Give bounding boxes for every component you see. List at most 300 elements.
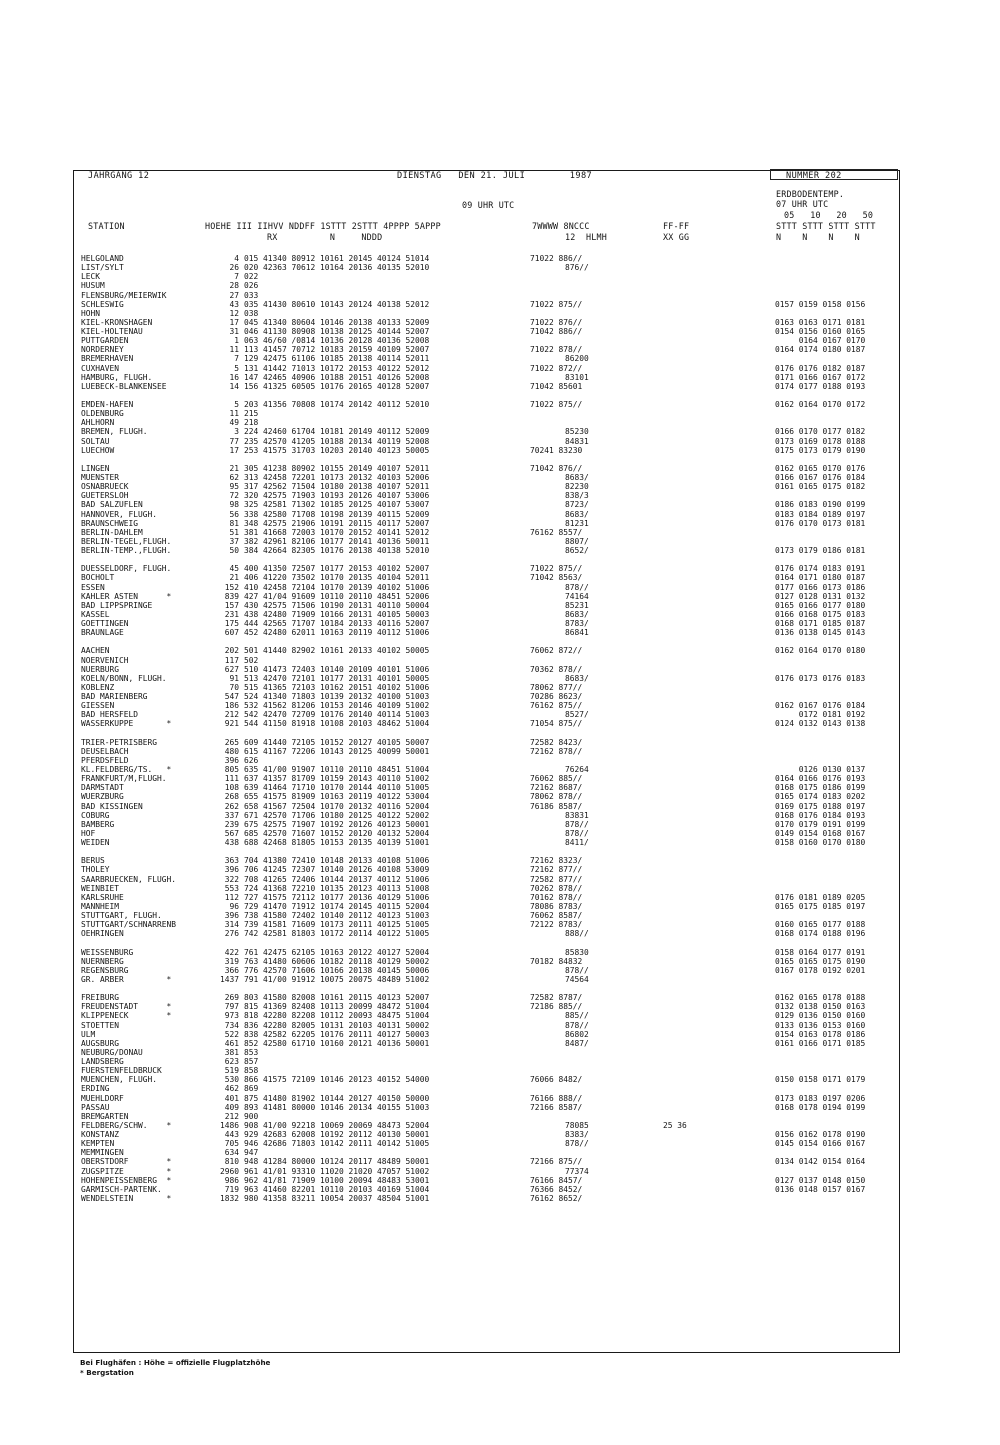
table-row bbox=[81, 656, 896, 665]
synop-data: 615 41167 72206 10143 20125 40099 50001 bbox=[244, 746, 430, 756]
table-row bbox=[81, 1039, 896, 1048]
weather-code: 888// bbox=[565, 929, 589, 939]
table-row bbox=[81, 519, 896, 528]
table-row bbox=[81, 1112, 896, 1121]
station-table bbox=[81, 254, 896, 1203]
synop-data: 317 42562 71504 10180 20138 40107 52011 bbox=[244, 482, 430, 492]
station-height: 17 bbox=[229, 445, 239, 455]
earth-temperatures: 0157 0159 0158 0156 bbox=[775, 299, 866, 309]
station-height: 705 bbox=[224, 1139, 239, 1149]
station-name: WUERZBURG bbox=[81, 792, 124, 802]
table-row bbox=[81, 938, 896, 947]
station-height: 72 bbox=[229, 491, 239, 501]
station-name: GOETTINGEN bbox=[81, 619, 129, 628]
synop-data: 410 42458 72104 10170 20139 40102 51006 bbox=[244, 582, 430, 592]
weather-code: 72166 875// bbox=[530, 1157, 583, 1167]
weather-code: 84831 bbox=[565, 436, 589, 446]
weather-code: 74564 bbox=[565, 974, 589, 984]
station-height: 276 bbox=[224, 929, 239, 939]
issue-number: NUMMER 202 bbox=[786, 171, 842, 181]
table-row bbox=[81, 610, 896, 619]
table-row bbox=[81, 811, 896, 820]
station-name: MUENSTER bbox=[81, 473, 120, 482]
synop-data: 338 42580 71708 10198 20139 40115 52009 bbox=[244, 509, 430, 519]
synop-data: 235 42570 41205 10188 20134 40119 52008 bbox=[244, 436, 430, 446]
synop-data: 253 41575 31703 10203 20140 40123 50005 bbox=[244, 445, 430, 455]
station-name: COBURG bbox=[81, 810, 110, 820]
table-row bbox=[81, 865, 896, 874]
station-name: FRANKFURT/M,FLUGH. bbox=[81, 774, 167, 784]
table-row bbox=[81, 446, 896, 455]
earth-temperatures: 0133 0136 0153 0160 bbox=[775, 1020, 866, 1030]
station-height: 607 bbox=[224, 628, 239, 638]
station-height: 973 bbox=[224, 1011, 239, 1021]
table-row bbox=[81, 281, 896, 290]
synop-data: 320 42575 71903 10193 20126 40107 53006 bbox=[244, 491, 430, 501]
table-row bbox=[81, 738, 896, 747]
synop-data: 908 41/00 92218 10069 20069 48473 52004 bbox=[244, 1120, 430, 1130]
station-height: 5 bbox=[234, 363, 239, 373]
synop-data: 381 41668 72003 10170 20152 40141 52012 bbox=[244, 527, 430, 537]
station-height: 634 bbox=[224, 1148, 239, 1158]
station-name: LECK bbox=[81, 272, 101, 282]
synop-data: 929 42683 62008 10192 20112 40130 50001 bbox=[244, 1130, 430, 1139]
station-height: 396 bbox=[224, 755, 239, 765]
weather-code: 72162 8687/ bbox=[530, 783, 583, 793]
table-row bbox=[81, 583, 896, 592]
synop-data: 869 bbox=[244, 1084, 259, 1094]
table-row bbox=[81, 409, 896, 418]
station-name: BREMERHAVEN bbox=[81, 354, 134, 364]
weather-code: 83101 bbox=[565, 372, 589, 382]
station-height: 337 bbox=[224, 810, 239, 820]
station-height: 319 bbox=[224, 956, 239, 966]
synop-data: 063 46/60 /0814 10136 20128 40136 52008 bbox=[244, 336, 430, 346]
station-name: BREMEN, FLUGH. bbox=[81, 427, 148, 437]
station-name: LINGEN bbox=[81, 463, 110, 473]
table-row bbox=[81, 1011, 896, 1020]
synop-data: 203 41356 70808 10174 20142 40112 52010 bbox=[244, 400, 430, 409]
weather-code: 70286 8623/ bbox=[530, 692, 583, 701]
weather-code: 76162 875// bbox=[530, 701, 583, 711]
synop-data: 980 41358 83211 10054 20037 48504 51001 bbox=[244, 1193, 430, 1203]
synop-data: 532 41562 81206 10153 20146 40109 51002 bbox=[244, 701, 430, 711]
synop-data: 513 42470 72101 10177 20131 40101 50005 bbox=[244, 673, 430, 683]
station-height: 11 bbox=[229, 345, 239, 355]
station-height: 17 bbox=[229, 317, 239, 327]
synop-data: 675 42575 71907 10192 20126 40123 50001 bbox=[244, 819, 430, 829]
earth-temperatures: 0163 0163 0171 0181 bbox=[775, 317, 866, 327]
synop-data: 853 bbox=[244, 1047, 259, 1057]
synop-data: 515 41365 72103 10162 20151 40102 51006 bbox=[244, 682, 430, 692]
weather-code: 85231 bbox=[565, 600, 589, 610]
station-height: 111 bbox=[224, 774, 239, 784]
table-row bbox=[81, 1030, 896, 1039]
station-height: 805 bbox=[224, 765, 239, 774]
weather-code: 72582 8423/ bbox=[530, 737, 583, 747]
weather-code: 71042 886// bbox=[530, 327, 583, 336]
earth-temperatures: 0132 0138 0150 0163 bbox=[775, 1002, 866, 1012]
earth-temperatures: 0127 0137 0148 0150 bbox=[775, 1175, 866, 1185]
table-row bbox=[81, 911, 896, 920]
station-height: 921 bbox=[224, 719, 239, 729]
weather-code: 71022 875// bbox=[530, 299, 583, 309]
station-height: 96 bbox=[229, 901, 239, 911]
station-height: 5 bbox=[234, 400, 239, 409]
weather-code: 71022 878// bbox=[530, 345, 583, 355]
synop-data: 452 42480 62011 10163 20119 40112 51006 bbox=[244, 628, 430, 638]
table-row bbox=[81, 263, 896, 272]
weather-code: 878// bbox=[565, 828, 589, 838]
station-height: 2960 bbox=[219, 1166, 239, 1176]
volume-label: JAHRGANG 12 bbox=[88, 171, 150, 181]
earth-temperatures: 0168 0175 0186 0199 bbox=[775, 783, 866, 793]
synop-data: 015 41340 80912 10161 20145 40124 51014 bbox=[244, 254, 430, 263]
synop-data: 724 41368 72210 10135 20123 40113 51008 bbox=[244, 883, 430, 893]
earth-temperatures: 0174 0177 0188 0193 bbox=[775, 381, 866, 391]
earth-temperatures: 0176 0174 0183 0191 bbox=[775, 564, 866, 574]
table-row bbox=[81, 856, 896, 865]
weather-code: 8487/ bbox=[565, 1038, 589, 1048]
synop-data: 706 41245 72307 10140 20126 40108 53009 bbox=[244, 865, 430, 875]
weather-code: 8411/ bbox=[565, 838, 589, 847]
table-row bbox=[81, 884, 896, 893]
weather-code: 8807/ bbox=[565, 536, 589, 546]
synop-data: 836 42280 82005 10131 20103 40131 50002 bbox=[244, 1020, 430, 1030]
station-height: 462 bbox=[224, 1084, 239, 1094]
station-height: 734 bbox=[224, 1020, 239, 1030]
station-name: BERUS bbox=[81, 856, 105, 866]
earth-temperatures: 0162 0167 0176 0184 bbox=[775, 701, 866, 711]
earth-temperatures: 0158 0164 0177 0191 bbox=[775, 947, 866, 957]
table-row bbox=[81, 765, 896, 774]
synop-data: 857 bbox=[244, 1057, 259, 1066]
station-name: NOERVENICH bbox=[81, 655, 129, 665]
station-name: DARMSTADT bbox=[81, 783, 124, 793]
station-height: 95 bbox=[229, 482, 239, 492]
station-height: 1832 bbox=[219, 1193, 239, 1203]
station-height: 363 bbox=[224, 856, 239, 866]
synop-data: 542 42470 72709 10176 20140 40114 51003 bbox=[244, 710, 430, 720]
station-name: KLIPPENECK * bbox=[81, 1011, 172, 1021]
station-height: 186 bbox=[224, 701, 239, 711]
weather-code: 76166 8457/ bbox=[530, 1175, 583, 1185]
weather-code: 70182 84832 bbox=[530, 956, 583, 966]
synop-data: 131 41442 71013 10172 20153 40122 52012 bbox=[244, 363, 430, 373]
synop-data: 382 42961 82106 10177 20141 40136 50011 bbox=[244, 536, 430, 546]
table-row bbox=[81, 637, 896, 646]
synop-data: 113 41457 70712 10183 20159 40109 52007 bbox=[244, 345, 430, 355]
synop-data: 020 42363 70612 10164 20136 40135 52010 bbox=[244, 263, 430, 273]
station-name: GUETERSLOH bbox=[81, 491, 129, 501]
table-row bbox=[81, 455, 896, 464]
synop-data: 384 42664 82305 10176 20138 40138 52010 bbox=[244, 546, 430, 555]
station-height: 16 bbox=[229, 372, 239, 382]
synop-data: 544 41150 81918 10108 20103 48462 51004 bbox=[244, 719, 430, 729]
station-height: 28 bbox=[229, 281, 239, 291]
station-name: STUTTGART, FLUGH. bbox=[81, 911, 162, 920]
synop-data: 729 41470 71912 10174 20145 40115 52004 bbox=[244, 901, 430, 911]
weather-code: 878// bbox=[565, 965, 589, 975]
table-row bbox=[81, 464, 896, 473]
weather-code: 86200 bbox=[565, 354, 589, 364]
station-height: 381 bbox=[224, 1047, 239, 1057]
station-name: KL.FELDBERG/TS. * bbox=[81, 765, 172, 774]
table-row bbox=[81, 829, 896, 838]
table-row bbox=[81, 820, 896, 829]
synop-data: 655 41575 81909 10163 20119 40122 53004 bbox=[244, 792, 430, 802]
table-row bbox=[81, 802, 896, 811]
earth-temperatures: 0134 0142 0154 0164 bbox=[775, 1157, 866, 1167]
synop-data: 635 41/00 91907 10110 20110 48451 51004 bbox=[244, 765, 430, 774]
station-name: ULM bbox=[81, 1029, 96, 1039]
station-name: WEINBIET bbox=[81, 883, 120, 893]
station-name: ESSEN bbox=[81, 582, 105, 592]
synop-data: 738 41580 72402 10140 20112 40123 51003 bbox=[244, 911, 430, 920]
earth-temperatures: 0124 0132 0143 0138 bbox=[775, 719, 866, 729]
table-row bbox=[81, 318, 896, 327]
station-name: BAD SALZUFLEN bbox=[81, 500, 143, 510]
station-name: HANNOVER, FLUGH. bbox=[81, 509, 158, 519]
weather-code: 8683/ bbox=[565, 509, 589, 519]
table-row bbox=[81, 391, 896, 400]
weather-code: 71042 876// bbox=[530, 463, 583, 473]
weather-code: 8383/ bbox=[565, 1130, 589, 1139]
synop-data: 947 bbox=[244, 1148, 259, 1158]
earth-temperatures: 0183 0184 0189 0197 bbox=[775, 509, 866, 519]
station-height: 461 bbox=[224, 1038, 239, 1048]
weather-code: 838/3 bbox=[565, 491, 589, 501]
table-row bbox=[81, 345, 896, 354]
station-height: 7 bbox=[234, 354, 239, 364]
synop-data: 946 42686 71803 10142 20111 40142 51005 bbox=[244, 1139, 430, 1149]
synop-data: 033 bbox=[244, 290, 259, 300]
station-height: 50 bbox=[229, 546, 239, 555]
table-row bbox=[81, 473, 896, 482]
weather-code: 878// bbox=[565, 1139, 589, 1149]
station-height: 839 bbox=[224, 591, 239, 601]
station-name: NORDERNEY bbox=[81, 345, 124, 355]
station-name: WASSERKUPPE * bbox=[81, 719, 172, 729]
earth-temperatures: 0160 0165 0177 0188 bbox=[775, 920, 866, 930]
synop-data: 325 42581 71302 10185 20125 40107 53007 bbox=[244, 500, 430, 510]
table-row bbox=[81, 300, 896, 309]
station-height: 12 bbox=[229, 308, 239, 318]
station-name: WENDELSTEIN * bbox=[81, 1193, 172, 1203]
station-name: HAMBURG, FLUGH. bbox=[81, 372, 153, 382]
synop-data: 761 42475 62105 10163 20122 40127 52004 bbox=[244, 947, 430, 957]
weather-code: 82230 bbox=[565, 482, 589, 492]
earth-temperatures: 0166 0170 0177 0182 bbox=[775, 427, 866, 437]
earth-temperatures: 0167 0178 0192 0201 bbox=[775, 965, 866, 975]
station-height: 212 bbox=[224, 710, 239, 720]
station-name: FELDBERG/SCHW. * bbox=[81, 1120, 172, 1130]
wind-header-2: XX GG bbox=[663, 232, 690, 242]
synop-data: 501 41440 82902 10161 20133 40102 50005 bbox=[244, 646, 430, 656]
footnote-airports: Bei Flughäfen : Höhe = offizielle Flugplatzhöhe bbox=[80, 1358, 271, 1367]
earth-temperatures: 0175 0173 0179 0190 bbox=[775, 445, 866, 455]
synop-data: 224 42460 61704 10181 20149 40112 52009 bbox=[244, 427, 430, 437]
table-row bbox=[81, 838, 896, 847]
earth-temperatures: 0169 0175 0188 0197 bbox=[775, 801, 866, 811]
earth-temperatures: 0154 0163 0178 0186 bbox=[775, 1029, 866, 1039]
weather-code: 76186 8587/ bbox=[530, 801, 583, 811]
station-height: 202 bbox=[224, 646, 239, 656]
earth-temperatures: 0166 0168 0175 0183 bbox=[775, 609, 866, 619]
station-name: FUERSTENFELDBRUCK bbox=[81, 1066, 162, 1076]
earth-temperatures: 0173 0183 0197 0206 bbox=[775, 1093, 866, 1103]
earth-temperatures: 0176 0176 0182 0187 bbox=[775, 363, 866, 373]
synop-data: 791 41/00 91912 10075 20075 48489 51002 bbox=[244, 974, 430, 984]
weather-header-2: 12 HLMH bbox=[565, 232, 607, 242]
table-row bbox=[81, 1075, 896, 1084]
synop-data: 609 41440 72105 10152 20127 40105 50007 bbox=[244, 737, 430, 747]
station-name: BAD KISSINGEN bbox=[81, 801, 143, 811]
weather-code: 878// bbox=[565, 582, 589, 592]
table-row bbox=[81, 528, 896, 537]
earth-temperatures: 0166 0167 0176 0184 bbox=[775, 473, 866, 482]
station-height: 239 bbox=[224, 819, 239, 829]
station-name: BAD MARIENBERG bbox=[81, 692, 148, 701]
table-row bbox=[81, 427, 896, 436]
weather-code: 71022 872// bbox=[530, 363, 583, 373]
station-height: 1486 bbox=[219, 1120, 239, 1130]
station-name: MUENCHEN, FLUGH. bbox=[81, 1075, 158, 1085]
table-row bbox=[81, 309, 896, 318]
station-height: 43 bbox=[229, 299, 239, 309]
table-row bbox=[81, 719, 896, 728]
station-height: 117 bbox=[224, 655, 239, 665]
table-row bbox=[81, 893, 896, 902]
station-height: 269 bbox=[224, 993, 239, 1003]
table-row bbox=[81, 1057, 896, 1066]
table-row bbox=[81, 1066, 896, 1075]
synop-data: 045 41340 80604 10146 20138 40133 52009 bbox=[244, 317, 430, 327]
station-height: 322 bbox=[224, 874, 239, 884]
weather-code: 86802 bbox=[565, 1029, 589, 1039]
earth-temperatures: 0172 0181 0192 bbox=[775, 710, 866, 720]
station-name: KONSTANZ bbox=[81, 1130, 120, 1139]
synop-data: 708 41265 72406 10144 20137 40112 51006 bbox=[244, 874, 430, 884]
earth-temperatures: 0145 0154 0166 0167 bbox=[775, 1139, 866, 1149]
table-row bbox=[81, 291, 896, 300]
weather-code: 83831 bbox=[565, 810, 589, 820]
station-name: EMDEN-HAFEN bbox=[81, 400, 134, 409]
station-name: OEHRINGEN bbox=[81, 929, 124, 939]
earth-temperatures: 0173 0179 0186 0181 bbox=[775, 546, 866, 555]
synop-data: 875 41480 81902 10144 20127 40150 50000 bbox=[244, 1093, 430, 1103]
station-name: BREMGARTEN bbox=[81, 1111, 129, 1121]
synop-data: 688 42468 81805 10153 20135 40139 51001 bbox=[244, 838, 430, 847]
table-row bbox=[81, 373, 896, 382]
weather-code: 72582 877// bbox=[530, 874, 583, 884]
station-height: 7 bbox=[234, 272, 239, 282]
station-name: PASSAU bbox=[81, 1102, 110, 1112]
table-row bbox=[81, 619, 896, 628]
weather-code: 71022 875// bbox=[530, 400, 583, 409]
synop-data: 406 41220 73502 10170 20135 40104 52011 bbox=[244, 573, 430, 583]
station-name: HELGOLAND bbox=[81, 254, 124, 263]
station-height: 810 bbox=[224, 1157, 239, 1167]
station-height: 409 bbox=[224, 1102, 239, 1112]
station-height: 108 bbox=[224, 783, 239, 793]
station-height: 31 bbox=[229, 327, 239, 336]
observation-time: 09 UHR UTC bbox=[462, 200, 515, 210]
table-row bbox=[81, 1084, 896, 1093]
earth-temperatures: 0162 0165 0178 0188 bbox=[775, 993, 866, 1003]
station-name: BERLIN-TEMP.,FLUGH. bbox=[81, 546, 172, 555]
earth-temperatures: 0161 0166 0171 0185 bbox=[775, 1038, 866, 1048]
synop-data: 510 41473 72403 10140 20109 40101 51006 bbox=[244, 664, 430, 674]
synop-data: 218 bbox=[244, 418, 259, 428]
station-name: HOF bbox=[81, 828, 96, 838]
station-header: STATION bbox=[88, 221, 125, 231]
station-name: KIEL-HOLTENAU bbox=[81, 327, 143, 336]
station-name: SCHLESWIG bbox=[81, 299, 124, 309]
station-name: NUERBURG bbox=[81, 664, 120, 674]
earth-temperatures: 0165 0165 0175 0190 bbox=[775, 956, 866, 966]
synop-data: 776 42570 71606 10166 20138 40145 50006 bbox=[244, 965, 430, 975]
synop-data: 858 bbox=[244, 1066, 259, 1076]
synop-data: 305 41238 80902 10155 20149 40107 52011 bbox=[244, 463, 430, 473]
earth-temperatures: 0168 0178 0194 0199 bbox=[775, 1102, 866, 1112]
table-row bbox=[81, 847, 896, 856]
table-row bbox=[81, 482, 896, 491]
station-height: 70 bbox=[229, 682, 239, 692]
code-header-2: RX N NDDD bbox=[267, 232, 383, 242]
station-name: HUSUM bbox=[81, 281, 105, 291]
station-name: LIST/SYLT bbox=[81, 263, 124, 273]
synop-data: 727 41575 72112 10177 20136 40129 51006 bbox=[244, 892, 430, 902]
station-height: 175 bbox=[224, 619, 239, 628]
weather-code: 77374 bbox=[565, 1166, 589, 1176]
table-row bbox=[81, 683, 896, 692]
table-row bbox=[81, 701, 896, 710]
earth-temperatures: 0165 0166 0177 0180 bbox=[775, 600, 866, 610]
weather-code: 72166 8587/ bbox=[530, 1102, 583, 1112]
station-name: KARLSRUHE bbox=[81, 892, 124, 902]
synop-data: 739 41581 71609 10173 20111 40125 51005 bbox=[244, 920, 430, 930]
table-row bbox=[81, 948, 896, 957]
station-height: 11 bbox=[229, 409, 239, 419]
weather-code: 71054 875// bbox=[530, 719, 583, 729]
table-row bbox=[81, 1185, 896, 1194]
synop-data: 438 42480 71909 10166 20131 40105 50003 bbox=[244, 609, 430, 619]
synop-data: 961 41/01 93310 11020 21020 47057 51002 bbox=[244, 1166, 430, 1176]
station-name: KOELN/BONN, FLUGH. bbox=[81, 673, 167, 683]
synop-data: 348 42575 21906 10191 20115 40117 52007 bbox=[244, 518, 430, 528]
synop-data: 838 42582 62205 10176 20111 40127 50003 bbox=[244, 1029, 430, 1039]
table-row bbox=[81, 710, 896, 719]
table-row bbox=[81, 546, 896, 555]
synop-data: 313 42458 72201 10173 20132 40103 52006 bbox=[244, 473, 430, 482]
station-height: 37 bbox=[229, 536, 239, 546]
earth-temperatures: 0186 0183 0190 0199 bbox=[775, 500, 866, 510]
weather-code: 878// bbox=[565, 819, 589, 829]
table-row bbox=[81, 564, 896, 573]
synop-data: 639 41464 71710 10170 20144 40110 51005 bbox=[244, 783, 430, 793]
station-name: WEIDEN bbox=[81, 838, 110, 847]
station-name: BRAUNLAGE bbox=[81, 628, 124, 638]
table-row bbox=[81, 382, 896, 391]
synop-data: 626 bbox=[244, 755, 259, 765]
station-name: BAD HERSFELD bbox=[81, 710, 139, 720]
station-name: SOLTAU bbox=[81, 436, 110, 446]
station-name: KEMPTEN bbox=[81, 1139, 115, 1149]
table-row bbox=[81, 254, 896, 263]
weather-code: 72122 8783/ bbox=[530, 920, 583, 930]
station-height: 522 bbox=[224, 1029, 239, 1039]
